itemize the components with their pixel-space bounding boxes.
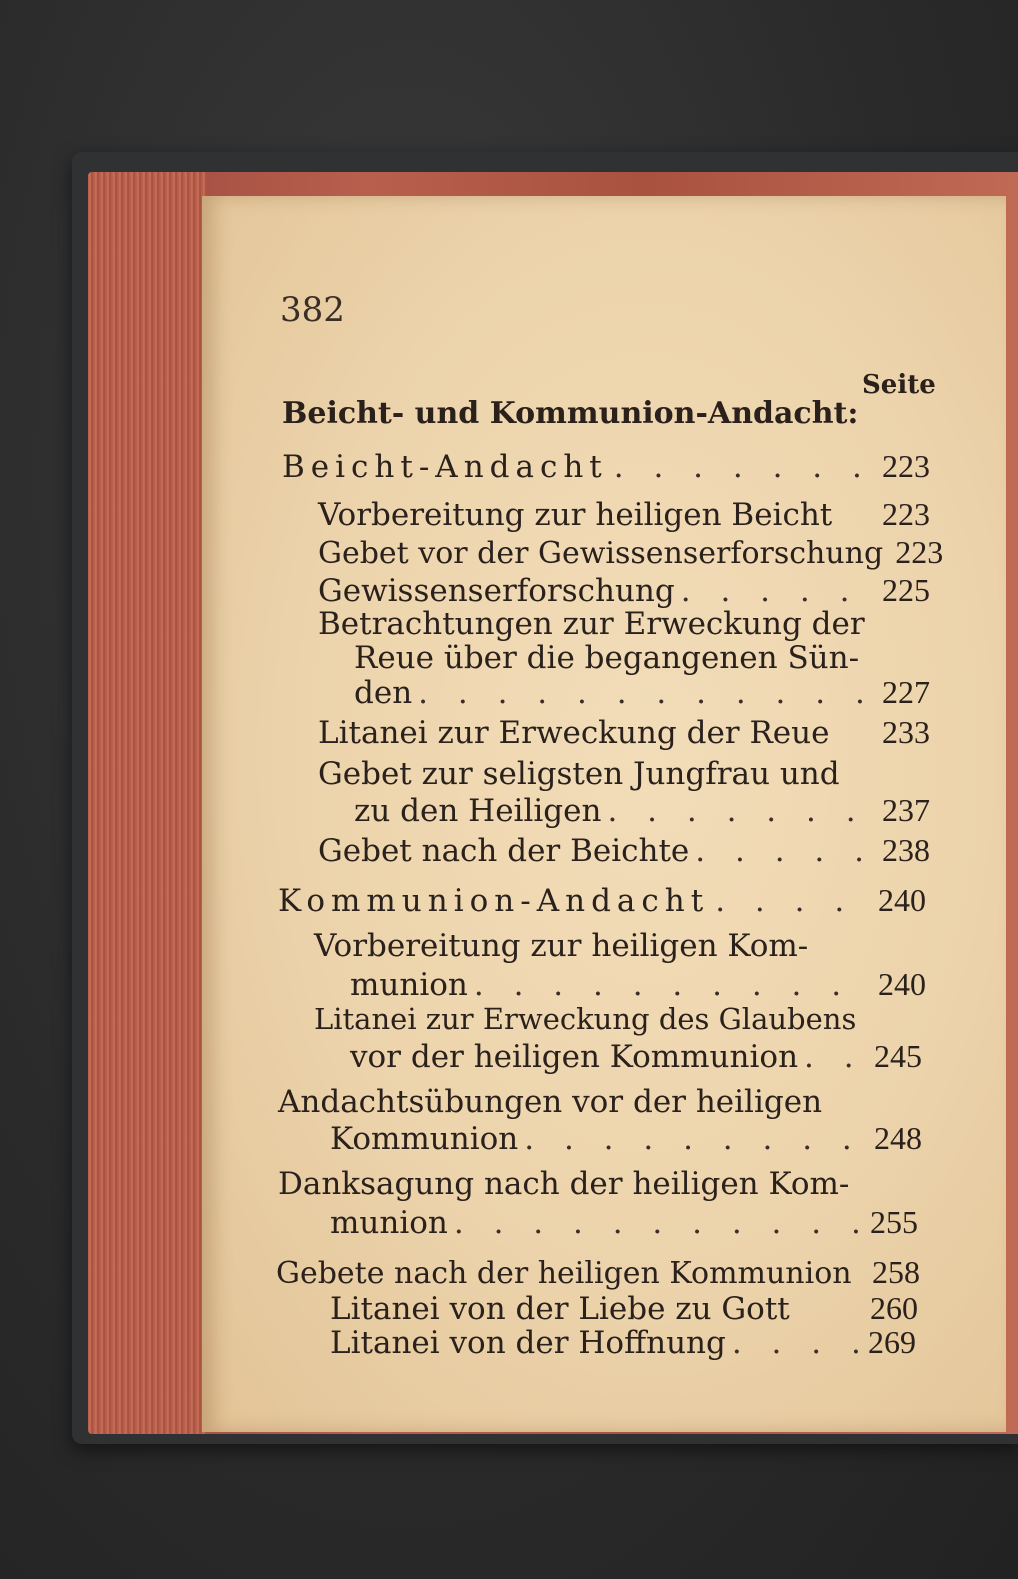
leader-dots xyxy=(454,1205,864,1241)
toc-entry xyxy=(276,1254,920,1291)
toc-entry-label: Beicht-Andacht xyxy=(282,449,608,485)
toc-entry-line: Reue über die begangenen Sün- xyxy=(354,640,860,676)
toc-entry-page: 227 xyxy=(882,674,930,710)
toc-entry-label: munion xyxy=(330,1205,448,1241)
toc-entry-label: Gebet vor der Gewissenserforschung xyxy=(318,536,884,571)
leader-dots xyxy=(474,967,872,1003)
toc-entry xyxy=(318,496,930,533)
page-edges xyxy=(88,172,206,1434)
toc-entry-label: Kommunion-Andacht xyxy=(278,883,710,919)
toc-entry-label: Litanei zur Erweckung der Reue xyxy=(318,715,830,751)
toc-entry-page: 223 xyxy=(882,496,930,532)
toc-entry xyxy=(354,792,930,829)
toc-entry-label: Litanei von der Hoffnung xyxy=(330,1325,726,1361)
toc-entry-page: 255 xyxy=(870,1204,918,1240)
toc-entry-label: Gebet nach der Beichte xyxy=(318,833,690,869)
page-number: 382 xyxy=(280,290,345,330)
leader-dots xyxy=(804,1039,868,1075)
toc-entry-page: 258 xyxy=(872,1254,920,1290)
toc-entry-page: 245 xyxy=(874,1038,922,1074)
toc-entry-label: Vorbereitung zur heiligen Beicht xyxy=(318,497,833,533)
toc-entry-label: Kommunion xyxy=(330,1121,519,1157)
toc-entry xyxy=(330,1120,922,1157)
toc-entry xyxy=(330,1324,916,1361)
toc-entry-page: 260 xyxy=(870,1290,918,1326)
toc-entry-label: den xyxy=(354,675,413,711)
toc-entry xyxy=(318,572,930,609)
toc-entry xyxy=(318,714,930,751)
toc-entry-page: 238 xyxy=(882,832,930,868)
toc-entry xyxy=(330,1204,918,1241)
toc-entry-page: 240 xyxy=(878,882,926,918)
toc-entry xyxy=(318,832,930,869)
toc-entry xyxy=(330,1290,918,1327)
toc-entry-line: Vorbereitung zur heiligen Kom- xyxy=(314,928,809,964)
toc-entry-line: Betrachtungen zur Erweckung der xyxy=(318,606,865,642)
toc-entry xyxy=(350,966,926,1003)
toc-entry-page: 223 xyxy=(895,534,944,570)
toc-entry-label: zu den Heiligen xyxy=(354,793,602,829)
toc-entry-label: Litanei von der Liebe zu Gott xyxy=(330,1291,790,1327)
toc-entry-line: Litanei zur Erweckung des Glaubens xyxy=(314,1002,857,1036)
toc-entry-line: Danksagung nach der heiligen Kom- xyxy=(278,1166,850,1202)
toc-entry-page: 237 xyxy=(882,792,930,828)
section-heading: Beicht- und Kommunion-Andacht: xyxy=(282,396,859,431)
leader-dots xyxy=(418,675,876,711)
leader-dots xyxy=(681,573,876,609)
toc-entry-page: 269 xyxy=(868,1324,916,1360)
toc-entry xyxy=(350,1038,922,1075)
leader-dots xyxy=(524,1121,868,1157)
toc-entry xyxy=(318,534,944,571)
leader-dots xyxy=(732,1325,862,1361)
leader-dots xyxy=(695,833,876,869)
toc-entry-page: 223 xyxy=(882,448,930,484)
leader-dots xyxy=(607,793,876,829)
toc-entry-page: 240 xyxy=(878,966,926,1002)
toc-entry-line: Gebet zur seligsten Jungfrau und xyxy=(318,756,840,792)
toc-entry xyxy=(278,882,926,919)
toc-entry-label: vor der heiligen Kommunion xyxy=(350,1039,799,1075)
toc-entry-label: Gewissenserforschung xyxy=(318,573,675,609)
toc-entry-page: 248 xyxy=(874,1120,922,1156)
toc-entry-label: munion xyxy=(350,967,468,1003)
leader-dots xyxy=(715,883,872,919)
toc-entry xyxy=(354,674,930,711)
seite-column-label: Seite xyxy=(862,370,936,400)
toc-entry-label: Gebete nach der heiligen Kommunion xyxy=(276,1256,852,1291)
toc-entry-page: 225 xyxy=(882,572,930,608)
toc-entry-line: Andachtsübungen vor der heiligen xyxy=(278,1084,823,1120)
leader-dots xyxy=(614,449,876,485)
toc-entry xyxy=(282,448,930,485)
toc-entry-page: 233 xyxy=(882,714,930,750)
